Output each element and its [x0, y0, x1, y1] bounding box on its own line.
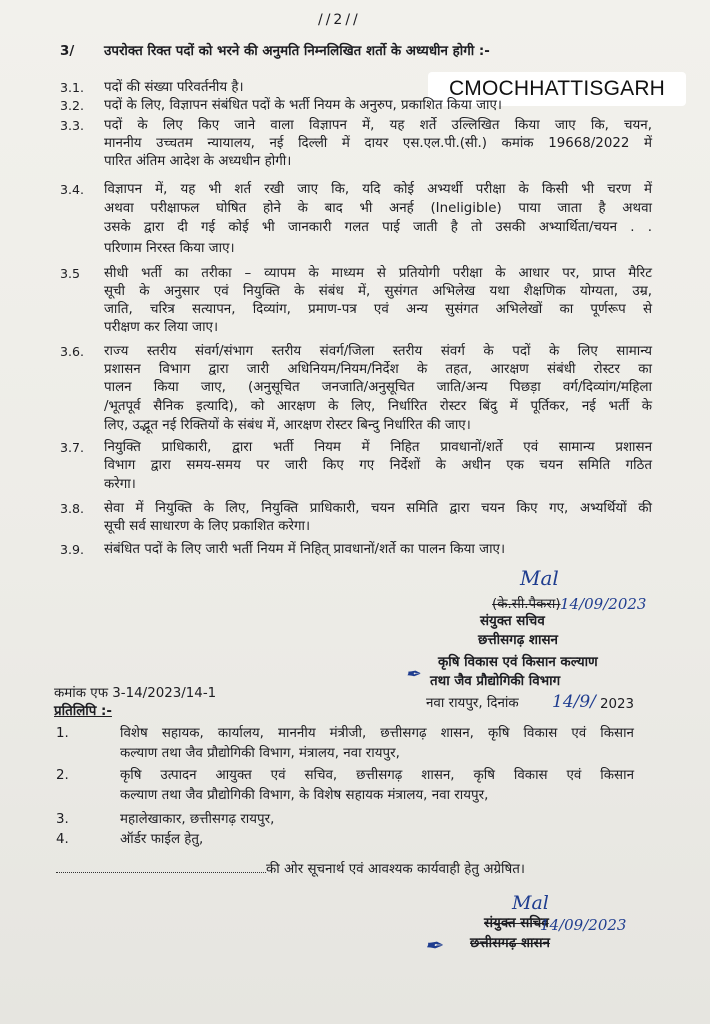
section-heading: उपरोक्त रिक्त पदों को भरने की अनुमति निम्नलिखित शर्तो के अध्यधीन होगी :- — [104, 44, 490, 59]
designation-line-2: छत्तीसगढ़ शासन — [478, 633, 558, 648]
clause-number: 3.8. — [60, 501, 85, 516]
clause-line: परीक्षण कर लिया जाए। — [104, 320, 219, 335]
clause-line: माननीय उच्चतम न्यायालय, नई दिल्ली में दायर एस.एल.पी.(सी.) कमांक 19668/2022 में — [104, 136, 652, 151]
signature-date-2: 14/09/2023 — [540, 916, 627, 934]
clause-line: /भूतपूर्व सैनिक इत्यादि), को आरक्षण के लिए, निर्धारित रोस्टर बिंदु में पूर्तिकर, नई भर्ती के — [104, 399, 652, 414]
recipient-number: 3. — [56, 812, 69, 827]
clause-line: सेवा में नियुक्ति के लिए, नियुक्ति प्राधिकारी, चयन समिति द्वारा चयन किए गए, अभ्यर्थियों की — [104, 501, 652, 516]
handwritten-date: 14/9/ — [552, 692, 596, 712]
clause-number: 3.6. — [60, 344, 85, 359]
clause-line: पालन किया जाए, (अनुसूचित जनजाति/अनुसूचित जाति/अन्य पिछड़ा वर्ग/दिव्यांग/महिला — [104, 380, 652, 395]
designation-line-1: संयुक्त सचिव — [480, 614, 545, 629]
clause-line: करेगा। — [104, 477, 136, 492]
signature-initials: Mal — [520, 566, 559, 590]
recipient-line: कृषि उत्पादन आयुक्त एवं सचिव, छत्तीसगढ़ शासन, कृषि विकास एवं किसान — [120, 768, 634, 783]
clause-number: 3.7. — [60, 440, 85, 455]
recipient-line: विशेष सहायक, कार्यालय, माननीय मंत्रीजी, छत्तीसगढ़ शासन, कृषि विकास एवं किसान — [120, 726, 634, 741]
clause-number: 3.2. — [60, 98, 85, 113]
recipient-line: कल्याण तथा जैव प्रौद्योगिकी विभाग, के विशेष सहायक मंत्रालय, नवा रायपुर, — [120, 788, 489, 803]
signature-initials-2: Mal — [512, 892, 549, 914]
clause-number: 3.4. — [60, 182, 85, 197]
clause-line: प्रशासन विभाग द्वारा जारी अधिनियम/नियम/निर्देश के तहत, आरक्षण संबंधी रोस्टर का — [104, 362, 652, 377]
clause-line: संबंधित पदों के लिए जारी भर्ती नियम में निहित् प्रावधानों/शर्ते का पालन किया जाए। — [104, 542, 506, 557]
clause-line: सूची सर्व साधारण के लिए प्रकाशित करेगा। — [104, 519, 311, 534]
clause-line: सूची के अनुसार एवं नियुक्ति के संबंध में, सुसंगत अभिलेख यथा शैक्षणिक योग्यता, उम्र, — [104, 284, 652, 299]
clause-line: सीधी भर्ती का तरीका – व्यापम के माध्यम से प्रतियोगी परीक्षा के आधार पर, प्राप्त मैरिट — [104, 266, 652, 281]
recipient-line: ऑर्डर फाईल हेतु, — [120, 832, 204, 847]
signature-date: 14/09/2023 — [560, 595, 647, 613]
clause-line: पदों के लिए किए जाने वाला विज्ञापन में, यह शर्ते उल्लिखित किया जाए कि, चयन, — [104, 118, 652, 133]
clause-line: नियुक्ति प्राधिकारी, द्वारा भर्ती नियम में निहित प्रावधानों/शर्ते एवं सामान्य प्रशासन — [104, 440, 652, 455]
recipient-number: 1. — [56, 726, 69, 741]
clause-line: लिए, उद्भूत नई रिक्तियों के संबंध में, आरक्षण रोस्टर बिन्दु निर्धारित की जाए। — [104, 418, 471, 433]
clause-line: राज्य स्तरीय संवर्ग/संभाग स्तरीय संवर्ग/जिला स्तरीय संवर्ग के पदों के लिए सामान्य — [104, 344, 652, 359]
clause-line: पारित अंतिम आदेश के अध्यधीन होगी। — [104, 154, 292, 169]
recipient-line: कल्याण तथा जैव प्रौद्योगिकी विभाग, मंत्रालय, नवा रायपुर, — [120, 746, 400, 761]
closing-text: की ओर सूचनार्थ एवं आवश्यक कार्यवाही हेतु अग्रेषित। — [266, 862, 525, 877]
clause-line: अथवा परीक्षाफल घोषित होने के बाद भी अनर्ह (Ineligible) पाया जाता है अथवा — [104, 201, 652, 216]
watermark-label: CMOCHHATTISGARH — [428, 72, 686, 106]
clause-number: 3.5 — [60, 266, 81, 281]
signatory-name: (के.सी.पैकरा) — [492, 597, 561, 612]
clause-number: 3.9. — [60, 542, 85, 557]
clause-line: परिणाम निरस्त किया जाए। — [104, 241, 235, 256]
reference-number: कमांक एफ 3-14/2023/14-1 — [54, 686, 217, 701]
designation-line-3: कृषि विकास एवं किसान कल्याण — [438, 655, 598, 670]
clause-line: पदों के लिए, विज्ञापन संबंधित पदों के भर्ती नियम के अनुरुप, प्रकाशित किया जाए। — [104, 98, 502, 113]
clause-line: पदों की संख्या परिवर्तनीय है। — [104, 80, 244, 95]
place-date-prefix: नवा रायपुर, दिनांक — [426, 696, 519, 711]
recipient-line: महालेखाकार, छत्तीसगढ़ रायपुर, — [120, 812, 275, 827]
dotted-leader — [56, 862, 266, 878]
clause-line: विज्ञापन में, यह भी शर्त रखी जाए कि, यदि कोई अभ्यर्थी परीक्षा के किसी भी चरण में — [104, 182, 652, 197]
date-year: 2023 — [600, 697, 635, 712]
copy-to-label: प्रतिलिपि :- — [54, 704, 112, 719]
clause-line: विभाग द्वारा समय-समय पर जारी किए गए निर्देशों के अधीन एक चयन समिति गठित — [104, 458, 652, 473]
designation-line-4: तथा जैव प्रौद्योगिकी विभाग — [430, 674, 561, 689]
recipient-number: 4. — [56, 832, 69, 847]
designation-2-line-1: संयुक्त सचिव — [484, 916, 549, 931]
clause-line: जाति, चरित्र सत्यापन, दिव्यांग, प्रमाण-पत्र एवं अन्य सुसंगत अभिलेखों का पूर्णरूप से — [104, 302, 652, 317]
clause-number: 3.3. — [60, 118, 85, 133]
section-number: 3/ — [60, 44, 75, 59]
designation-2-line-2: छत्तीसगढ़ शासन — [470, 936, 550, 951]
clause-number: 3.1. — [60, 80, 85, 95]
pen-mark-icon: ✒ — [405, 664, 421, 685]
page-number: //2// — [318, 12, 361, 28]
clause-line: उसके द्वारा दी गई कोई भी जानकारी गलत पाई जाती है तो उसकी अभ्यार्थिता/चयन . . — [104, 220, 652, 235]
recipient-number: 2. — [56, 768, 69, 783]
pen-mark-icon-2: ✒ — [424, 934, 443, 959]
